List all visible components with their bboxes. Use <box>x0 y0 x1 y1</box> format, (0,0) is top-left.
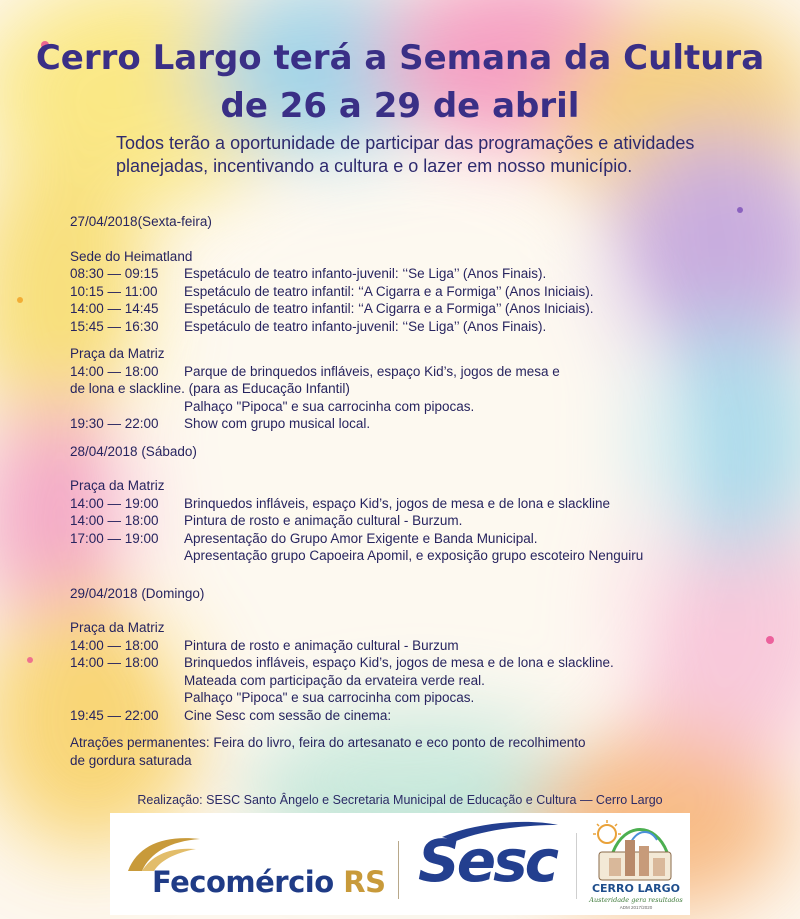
schedule-time: 14:00 — 18:00 <box>70 513 159 528</box>
intro-line: planejadas, incentivando a cultura e o lazer em nosso município. <box>116 156 633 176</box>
schedule-item <box>70 283 770 301</box>
permanent-attractions: Atrações permanentes: Feira do livro, feira do artesanato e eco ponto de recolhimento <box>70 735 586 750</box>
schedule-time: 19:30 — 22:00 <box>70 416 159 431</box>
page-title-line1: Cerro Largo terá a Semana da Cultura <box>35 38 765 78</box>
schedule-time: 14:00 — 14:45 <box>70 301 159 316</box>
sponsor-logos <box>110 813 690 915</box>
schedule-item <box>70 415 770 433</box>
schedule-time: 08:30 — 09:15 <box>70 266 159 281</box>
schedule-time: 17:00 — 19:00 <box>70 530 159 546</box>
fecomercio-name: Fecomércio <box>152 865 334 899</box>
sesc-logo: Sesc <box>418 827 557 895</box>
schedule-item <box>70 363 770 381</box>
schedule-text: Pintura de rosto e animação cultural - Burzum <box>184 637 459 653</box>
logo-divider <box>398 841 399 899</box>
schedule-extra: Palhaço "Pipoca" e sua carrocinha com pipocas. <box>184 398 475 414</box>
intro-text <box>116 132 796 178</box>
schedule-text: Espetáculo de teatro infantil: ‘‘A Cigarra e a Formiga’’ (Anos Iniciais). <box>184 283 594 299</box>
schedule-time: 14:00 — 18:00 <box>70 637 159 653</box>
schedule-time: 14:00 — 19:00 <box>70 495 159 511</box>
schedule-text: Brinquedos infláveis, espaço Kid’s, jogos de mesa e de lona e slackline <box>184 495 611 511</box>
schedule-time: 19:45 — 22:00 <box>70 707 159 723</box>
cerro-largo-emblem-icon <box>585 818 685 882</box>
schedule-item <box>70 530 770 548</box>
fecomercio-rs: RS <box>343 865 386 899</box>
day-heading: 28/04/2018 (Sábado) <box>70 443 197 459</box>
cerro-largo-name: CERRO LARGO <box>591 882 681 895</box>
venue-heading: Praça da Matriz <box>70 620 165 635</box>
permanent-attractions: de gordura saturada <box>70 752 192 768</box>
fecomercio-logo <box>152 865 386 899</box>
logo-divider <box>576 833 577 899</box>
schedule-text: Espetáculo de teatro infanto-juvenil: ‘‘Se Liga’’ (Anos Finais). <box>184 318 547 334</box>
schedule-text: Apresentação do Grupo Amor Exigente e Banda Municipal. <box>184 530 538 546</box>
schedule-text: Brinquedos infláveis, espaço Kid’s, jogos de mesa e de lona e slackline. <box>184 655 614 670</box>
credits-line: Realização: SESC Santo Ângelo e Secretaria Municipal de Educação e Cultura — Cerro Largo <box>137 793 663 807</box>
schedule-extra: Apresentação grupo Capoeira Apomil, e exposição grupo escoteiro Nenguiru <box>184 548 644 563</box>
schedule-extra: Mateada com participação da ervateira verde real. <box>184 672 485 688</box>
schedule-extra: Palhaço "Pipoca" e sua carrocinha com pipocas. <box>184 690 475 705</box>
schedule-text: Pintura de rosto e animação cultural - Burzum. <box>184 513 463 528</box>
schedule-text: Parque de brinquedos infláveis, espaço Kid’s, jogos de mesa e <box>184 363 560 379</box>
schedule-text: Espetáculo de teatro infantil: ‘‘A Cigarra e a Formiga’’ (Anos Iniciais). <box>184 301 594 316</box>
cerro-largo-years: ADM 2017/2020 <box>619 905 653 910</box>
page-title-line2: de 26 a 29 de abril <box>220 86 580 126</box>
schedule-text: Espetáculo de teatro infanto-juvenil: ‘‘Se Liga’’ (Anos Finais). <box>184 266 547 281</box>
schedule-time: 14:00 — 18:00 <box>70 363 159 379</box>
schedule-item <box>70 300 770 318</box>
schedule-text: Cine Sesc com sessão de cinema: <box>184 707 392 723</box>
venue-heading: Sede do Heimatland <box>70 248 193 264</box>
schedule-time: 10:15 — 11:00 <box>70 283 158 299</box>
schedule-item <box>70 512 770 530</box>
schedule-item <box>70 318 770 336</box>
schedule-continuation: de lona e slackline. (para as Educação Infantil) <box>70 381 350 396</box>
venue-heading: Praça da Matriz <box>70 346 165 361</box>
schedule <box>70 213 770 769</box>
cerro-largo-slogan: Austeridade gera resultados <box>589 896 683 904</box>
schedule-item <box>70 637 770 655</box>
schedule-item <box>70 707 770 725</box>
schedule-time: 15:45 — 16:30 <box>70 318 159 334</box>
day-heading: 29/04/2018 (Domingo) <box>70 585 205 601</box>
intro-line: Todos terão a oportunidade de participar das programações e atividades <box>116 133 695 153</box>
schedule-item <box>70 495 770 513</box>
day-heading: 27/04/2018(Sexta-feira) <box>70 214 212 229</box>
schedule-item <box>70 265 770 283</box>
schedule-item <box>70 654 770 672</box>
schedule-time: 14:00 — 18:00 <box>70 655 159 670</box>
venue-heading: Praça da Matriz <box>70 478 165 493</box>
schedule-text: Show com grupo musical local. <box>184 416 371 431</box>
